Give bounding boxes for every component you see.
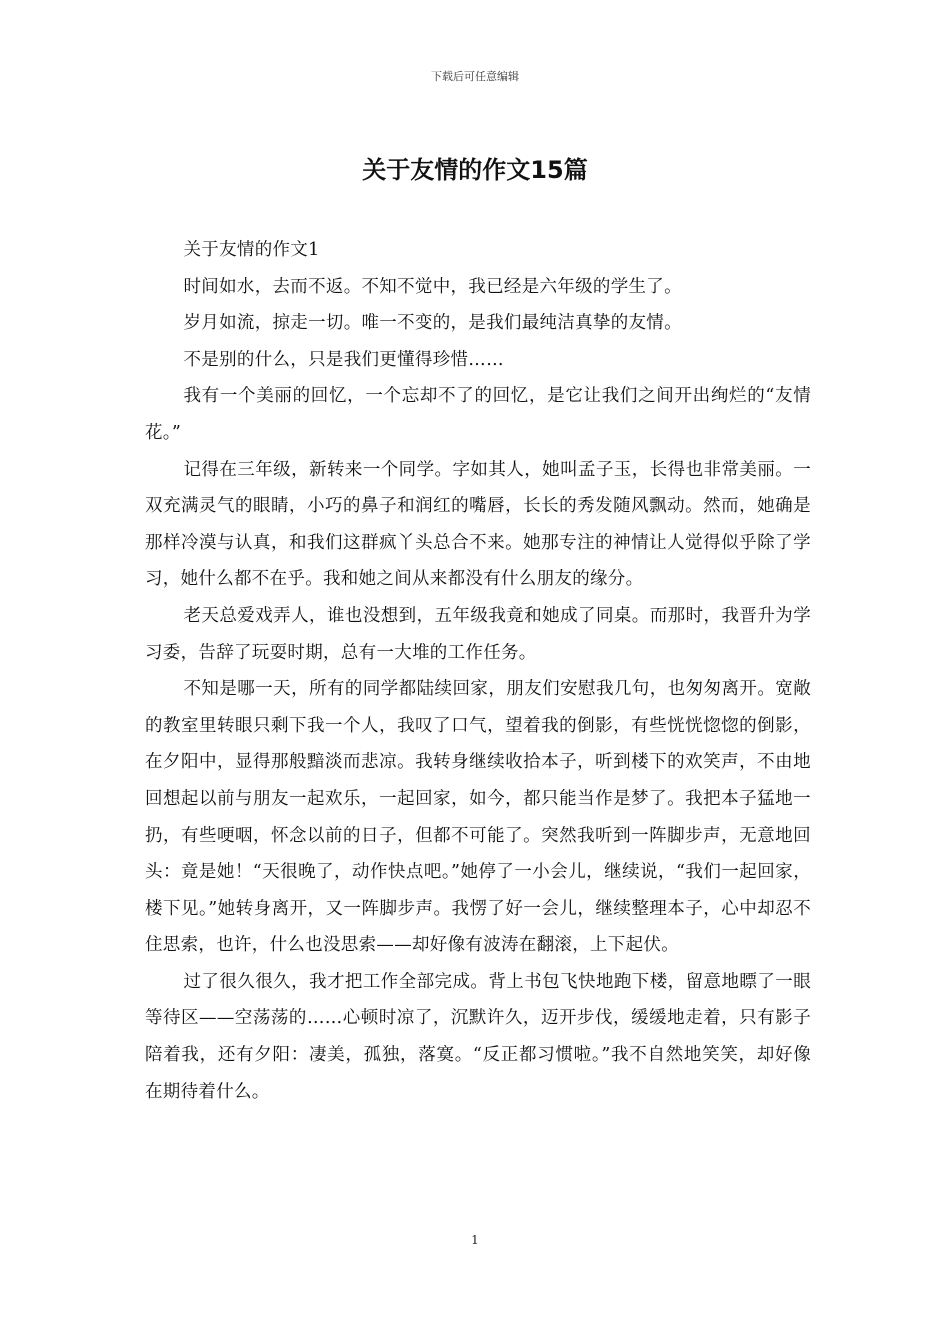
paragraph: 记得在三年级，新转来一个同学。字如其人，她叫孟子玉，长得也非常美丽。一双充满灵气的眼睛，小巧的鼻子和润红的嘴唇，长长的秀发随风飘动。然而，她确是那样冷漠与认真，和我们这群疯丫头总合不来。她那专注的神情让人觉得似乎除了学习，她什么都不在乎。我和她之间从来都没有什么朋友的缘分。 <box>145 459 811 590</box>
paragraph: 不知是哪一天，所有的同学都陆续回家，朋友们安慰我几句，也匆匆离开。宽敞的教室里转眼只剩下我一个人，我叹了口气，望着我的倒影，有些恍恍惚惚的倒影，在夕阳中，显得那般黯淡而悲凉。我转身继续收拾本子，听到楼下的欢笑声，不由地回想起以前与朋友一起欢乐，一起回家，如今，都只能当作是梦了。我把本子猛地一扔，有些哽咽，怀念以前的日子，但都不可能了。突然我听到一阵脚步声，无意地回头：竟是她！“天很晚了，动作快点吧。”她停了一小会儿，继续说，“我们一起回家，楼下见。”她转身离开，又一阵脚步声。我愣了好一会儿，继续整理本子，心中却忍不住思索，也许，什么也没思索——却好像有波涛在翻滚，上下起伏。 <box>145 679 811 956</box>
paragraph: 老天总爱戏弄人，谁也没想到，五年级我竟和她成了同桌。而那时，我晋升为学习委，告辞了玩耍时期，总有一大堆的工作任务。 <box>145 605 811 663</box>
paragraph: 岁月如流，掠走一切。唯一不变的，是我们最纯洁真挚的友情。 <box>183 313 682 334</box>
page-number: 1 <box>471 1233 479 1247</box>
document-body <box>145 232 811 1110</box>
document-title: 关于友情的作文15篇 <box>362 156 588 184</box>
paragraph: 我有一个美丽的回忆，一个忘却不了的回忆，是它让我们之间开出绚烂的“友情花。” <box>145 386 811 443</box>
paragraph: 时间如水，去而不返。不知不觉中，我已经是六年级的学生了。 <box>183 276 682 297</box>
essay-heading: 关于友情的作文1 <box>183 240 320 260</box>
paragraph: 不是别的什么，只是我们更懂得珍惜…… <box>183 349 504 370</box>
header-note: 下载后可任意编辑 <box>431 70 519 83</box>
paragraph: 过了很久很久，我才把工作全部完成。背上书包飞快地跑下楼，留意地瞟了一眼等待区——空荡荡的……心顿时凉了，沉默许久，迈开步伐，缓缓地走着，只有影子陪着我，还有夕阳：凄美，孤独，落寞。“反正都习惯啦。”我不自然地笑笑，却好像在期待着什么。 <box>145 971 811 1102</box>
